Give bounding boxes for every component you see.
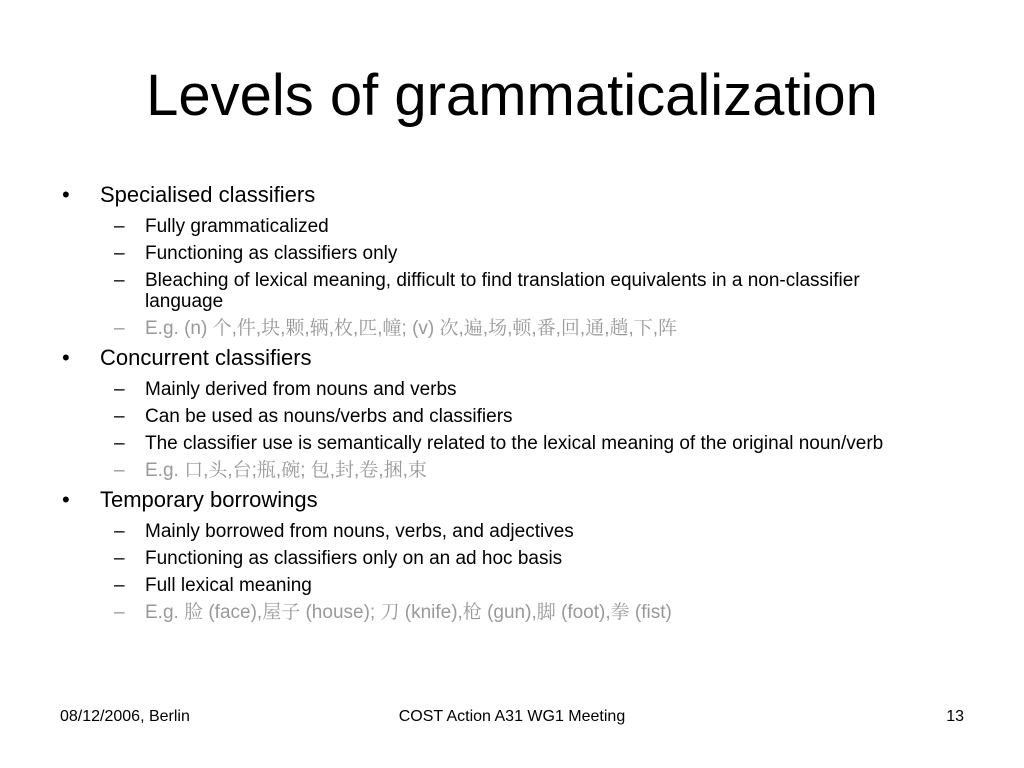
bullet-item — [62, 180, 942, 210]
bullet-item — [62, 485, 942, 515]
dash-icon: – — [114, 406, 125, 427]
bullet-icon: • — [62, 345, 70, 370]
sub-item-text: Functioning as classifiers only on an ad hoc basis — [145, 548, 563, 569]
dash-icon: – — [114, 602, 125, 623]
sub-item-text: Mainly borrowed from nouns, verbs, and adjectives — [145, 521, 574, 542]
section-specialised-classifiers — [62, 180, 942, 339]
section-heading: Temporary borrowings — [100, 487, 318, 512]
example-item — [62, 460, 942, 481]
bullet-item — [62, 343, 942, 373]
sub-item — [62, 548, 942, 569]
sub-item-text: The classifier use is semantically related to the lexical meaning of the original noun/verb — [145, 433, 884, 454]
sub-item — [62, 406, 942, 427]
dash-icon: – — [114, 216, 125, 237]
dash-icon: – — [114, 318, 125, 339]
sub-item-text: Functioning as classifiers only — [145, 243, 398, 264]
footer-page-number: 13 — [946, 708, 964, 725]
sub-item-text: Can be used as nouns/verbs and classifiers — [145, 406, 513, 427]
example-text: E.g. (n) 个,件,块,颗,辆,枚,匹,幢; (v) 次,遍,场,顿,番,回,通,趟,下,阵 — [145, 318, 678, 339]
section-concurrent-classifiers — [62, 343, 942, 481]
dash-icon: – — [114, 433, 125, 454]
slide-title: Levels of grammaticalization — [146, 63, 878, 128]
dash-icon: – — [114, 575, 125, 596]
slide-content — [62, 178, 942, 627]
footer-event: COST Action A31 WG1 Meeting — [398, 708, 626, 725]
sub-item-text: Full lexical meaning — [145, 575, 312, 596]
example-item — [62, 602, 942, 623]
sub-item — [62, 270, 942, 312]
dash-icon: – — [114, 460, 125, 481]
example-text: E.g. 脸 (face),屋子 (house); 刀 (knife),枪 (gun),脚 (foot),拳 (fist) — [145, 602, 672, 623]
sub-item — [62, 433, 942, 454]
bullet-icon: • — [62, 182, 70, 207]
section-heading: Concurrent classifiers — [100, 345, 312, 370]
example-text: E.g. 口,头,台;瓶,碗; 包,封,卷,捆,束 — [145, 460, 427, 481]
sub-item — [62, 521, 942, 542]
footer-date: 08/12/2006, Berlin — [60, 708, 190, 725]
dash-icon: – — [114, 270, 125, 291]
bullet-icon: • — [62, 487, 70, 512]
dash-icon: – — [114, 243, 125, 264]
example-item — [62, 318, 942, 339]
sub-item-text: Bleaching of lexical meaning, difficult to find translation equivalents in a non-classifier language — [145, 270, 860, 312]
section-heading: Specialised classifiers — [100, 182, 316, 207]
sub-item — [62, 379, 942, 400]
sub-item — [62, 243, 942, 264]
sub-item — [62, 216, 942, 237]
sub-item-text: Fully grammaticalized — [145, 216, 329, 237]
dash-icon: – — [114, 521, 125, 542]
section-temporary-borrowings — [62, 485, 942, 623]
sub-item — [62, 575, 942, 596]
sub-item-text: Mainly derived from nouns and verbs — [145, 379, 457, 400]
dash-icon: – — [114, 379, 125, 400]
dash-icon: – — [114, 548, 125, 569]
